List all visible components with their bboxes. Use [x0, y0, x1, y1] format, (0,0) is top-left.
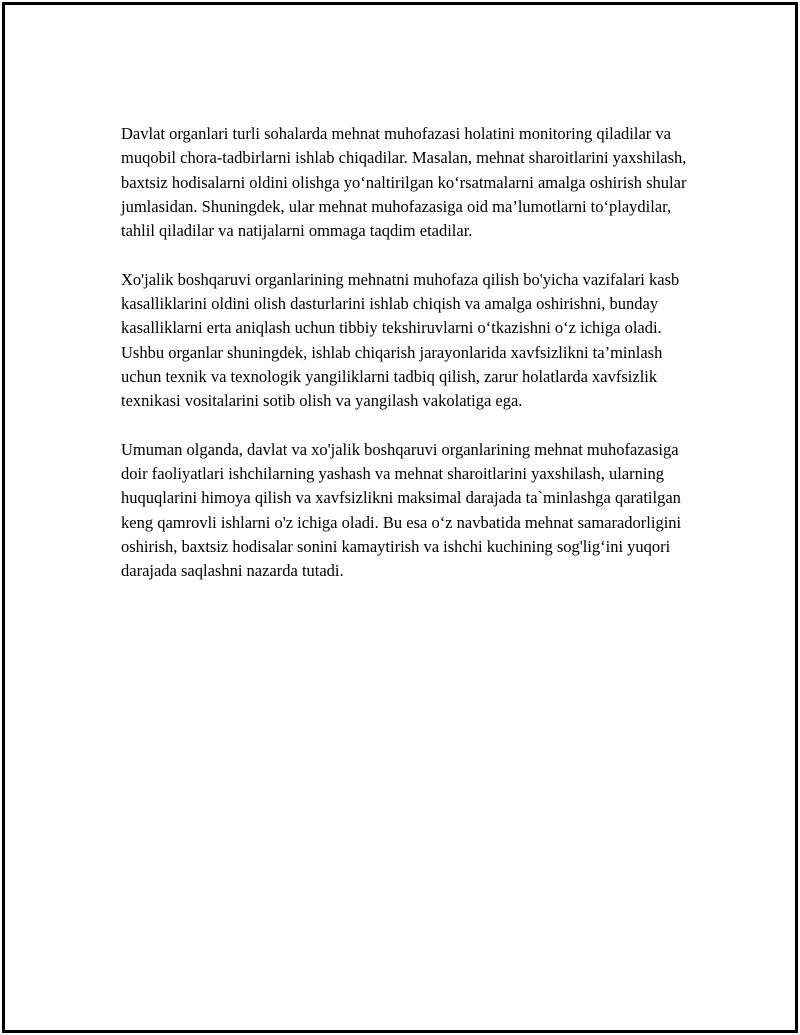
- paragraph-1: Davlat organlari turli sohalarda mehnat muhofazasi holatini monitoring qiladilar va muqobil chora-tadbirlarni ishlab chiqadilar. Masalan, mehnat sharoitlarini yaxshilash, baxtsiz hodisalarni oldini olishga yo‘naltirilgan ko‘rsatmalarni amalga oshirish shular jumlasidan. Shuningdek, ular mehnat muhofazasiga oid ma’lumotlarni to‘playdilar, tahlil qiladilar va natijalarni ommaga taqdim etadilar.: [121, 124, 687, 241]
- paragraph-2: Xo'jalik boshqaruvi organlarining mehnatni muhofaza qilish bo'yicha vazifalari kasb kasalliklarini oldini olish dasturlarini ishlab chiqish va amalga oshirishni, bunday kasalliklarni erta aniqlash uchun tibbiy tekshiruvlarni o‘tkazishni o‘z ichiga oladi. Ushbu organlar shuningdek, ishlab chiqarish jarayonlarida xavfsizlikni ta’minlash uchun texnik va texnologik yangiliklarni tadbiq qilish, zarur holatlarda xavfsizlik texnikasi vositalarini sotib olish va yangilash vakolatiga ega.: [121, 269, 680, 411]
- document-body: [121, 122, 687, 608]
- page-frame: [2, 2, 798, 1033]
- paragraph-3: Umuman olganda, davlat va xo'jalik boshqaruvi organlarining mehnat muhofazasiga doir faoliyatlari ishchilarning yashash va mehnat sharoitlarini yaxshilash, ularning huquqlarini himoya qilish va xavfsizlikni maksimal darajada ta`minlashga qaratilgan keng qamrovli ishlarni o'z ichiga oladi. Bu esa o‘z navbatida mehnat samaradorligini oshirish, baxtsiz hodisalar sonini kamaytirish va ishchi kuchining sog'lig‘ini yuqori darajada saqlashni nazarda tutadi.: [121, 439, 682, 581]
